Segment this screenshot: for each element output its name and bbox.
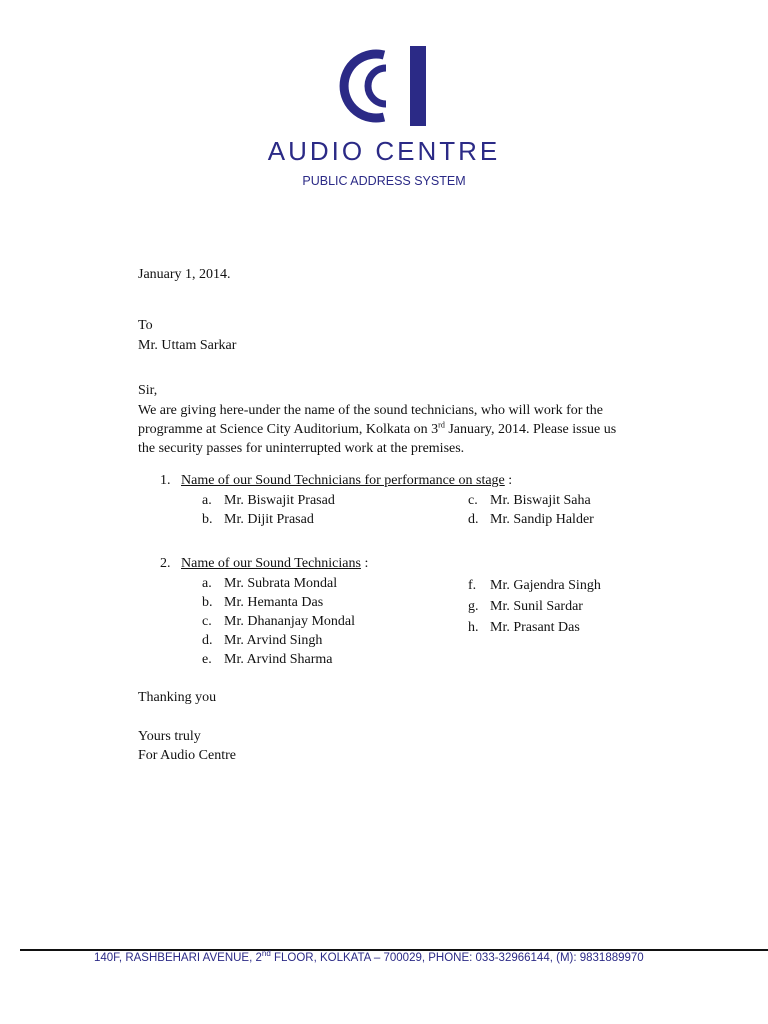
list-item-marker: a. [202,576,212,591]
list-item-marker: g. [468,599,479,614]
list-item-marker: c. [202,614,212,629]
letter-date: January 1, 2014. [138,267,231,282]
company-name: AUDIO CENTRE [267,136,501,166]
recipient-name: Mr. Uttam Sarkar [138,338,237,353]
technician-name: Mr. Dijit Prasad [224,512,314,527]
technician-name: Mr. Arvind Singh [224,633,323,648]
technician-name: Mr. Biswajit Prasad [224,493,335,508]
technician-name: Mr. Prasant Das [490,620,580,635]
closing-thanks: Thanking you [138,690,217,705]
technician-name: Mr. Dhananjay Mondal [224,614,356,629]
section-1-number: 1. [160,473,171,488]
company-tagline: PUBLIC ADDRESS SYSTEM [302,174,466,188]
technician-name: Mr. Biswajit Saha [490,493,591,508]
to-label: To [138,318,153,333]
section-2-heading: Name of our Sound Technicians : [181,556,369,571]
technician-name: Mr. Sandip Halder [490,512,594,527]
technician-name: Mr. Gajendra Singh [490,578,601,593]
list-item-marker: a. [202,493,212,508]
salutation: Sir, [138,383,158,398]
body-line-2: programme at Science City Auditorium, Kolkata on 3rd January, 2014. Please issue us [138,420,617,437]
list-item-marker: b. [202,595,213,610]
section-1-heading: Name of our Sound Technicians for performance on stage : [181,473,513,488]
list-item-marker: d. [468,512,479,527]
list-item-marker: h. [468,620,479,635]
technician-name: Mr. Arvind Sharma [224,652,333,667]
list-item-marker: b. [202,512,213,527]
list-item-marker: e. [202,652,212,667]
technician-name: Mr. Sunil Sardar [490,599,583,614]
section-2-number: 2. [160,556,171,571]
list-item-marker: f. [468,578,477,593]
footer-divider [20,949,768,951]
closing-signatory: For Audio Centre [138,748,236,763]
audio-centre-logo [326,44,440,128]
body-line-3: the security passes for uninterrupted work at the premises. [138,441,465,456]
list-item-marker: d. [202,633,213,648]
technician-name: Mr. Subrata Mondal [224,576,338,591]
technician-name: Mr. Hemanta Das [224,595,324,610]
closing-yours-truly: Yours truly [138,729,201,744]
list-item-marker: c. [468,493,478,508]
footer-address: 140F, RASHBEHARI AVENUE, 2nd FLOOR, KOLKATA – 700029, PHONE: 033-32966144, (M): 9831889970 [94,949,644,964]
body-line-1: We are giving here-under the name of the sound technicians, who will work for the [138,403,604,418]
